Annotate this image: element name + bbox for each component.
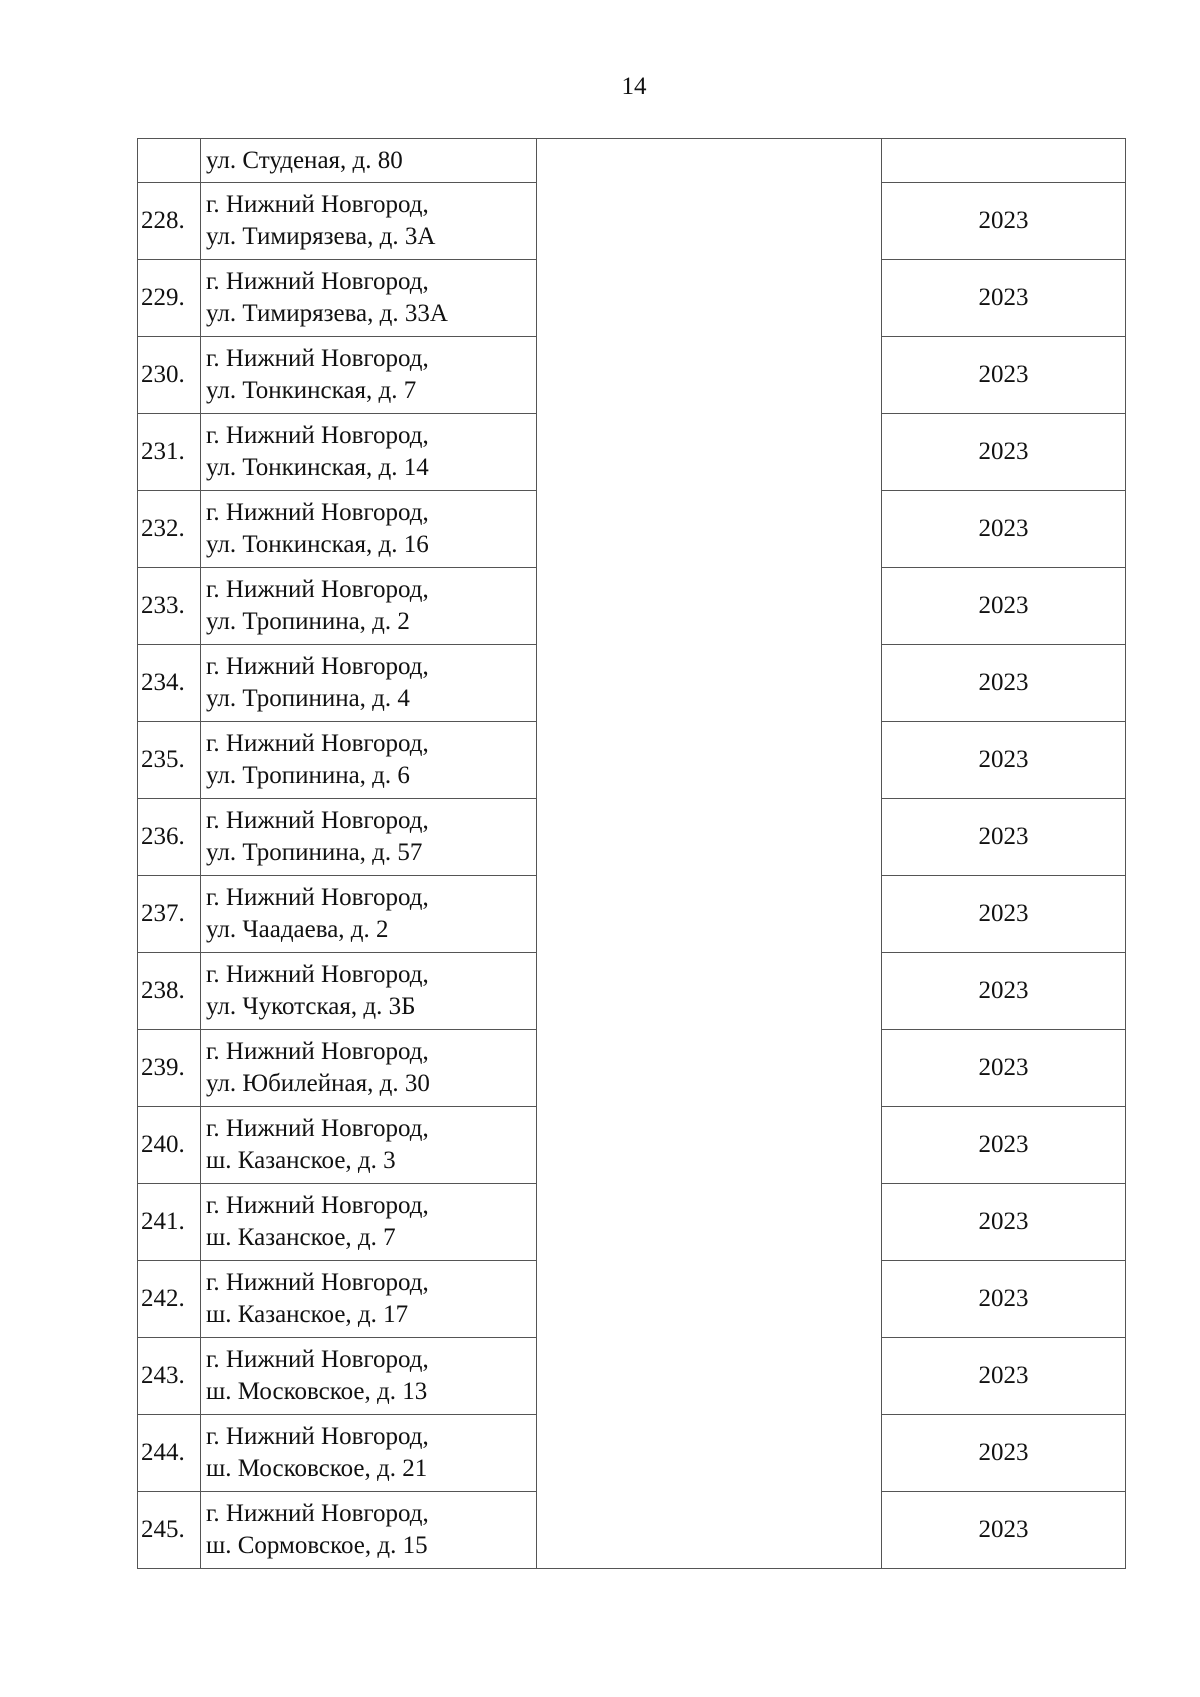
address-street: ул. Чукотская, д. 3Б	[206, 993, 416, 1020]
year-cell: 2023	[882, 491, 1126, 568]
address-street: ул. Чаадаева, д. 2	[206, 916, 389, 943]
address-cell	[201, 876, 537, 953]
row-number-cell: 232.	[138, 491, 201, 568]
address-street: ул. Тропинина, д. 6	[206, 762, 410, 789]
year-cell: 2023	[882, 1492, 1126, 1569]
row-number-cell: 237.	[138, 876, 201, 953]
address-city: г. Нижний Новгород,	[206, 653, 429, 680]
address-cell	[201, 183, 537, 260]
table-row-continued	[138, 139, 1126, 183]
address-cell	[201, 139, 537, 183]
address-street: ул. Юбилейная, д. 30	[206, 1070, 430, 1097]
address-cell	[201, 1415, 537, 1492]
row-number-cell: 242.	[138, 1261, 201, 1338]
address-city: г. Нижний Новгород,	[206, 191, 429, 218]
year-cell: 2023	[882, 953, 1126, 1030]
year-cell: 2023	[882, 337, 1126, 414]
address-cell	[201, 1492, 537, 1569]
merged-empty-cell	[537, 139, 882, 1569]
row-number-cell: 230.	[138, 337, 201, 414]
address-street: ш. Казанское, д. 17	[206, 1301, 409, 1328]
year-cell	[882, 139, 1126, 183]
address-cell	[201, 645, 537, 722]
address-cell	[201, 953, 537, 1030]
address-cell	[201, 1184, 537, 1261]
row-number-cell: 234.	[138, 645, 201, 722]
address-city: г. Нижний Новгород,	[206, 1423, 429, 1450]
year-cell: 2023	[882, 799, 1126, 876]
row-number-cell: 231.	[138, 414, 201, 491]
address-cell	[201, 414, 537, 491]
address-city: г. Нижний Новгород,	[206, 422, 429, 449]
address-street: ул. Тимирязева, д. 33А	[206, 300, 448, 327]
year-cell: 2023	[882, 876, 1126, 953]
address-city: г. Нижний Новгород,	[206, 1192, 429, 1219]
address-street: ул. Тонкинская, д. 7	[206, 377, 417, 404]
address-street: ул. Тонкинская, д. 14	[206, 454, 429, 481]
address-cell	[201, 1261, 537, 1338]
address-cell	[201, 799, 537, 876]
year-cell: 2023	[882, 1338, 1126, 1415]
address-street: ш. Сормовское, д. 15	[206, 1532, 428, 1559]
address-cell	[201, 491, 537, 568]
row-number-cell: 244.	[138, 1415, 201, 1492]
year-cell: 2023	[882, 1107, 1126, 1184]
row-number-cell	[138, 139, 201, 183]
address-city: г. Нижний Новгород,	[206, 1346, 429, 1373]
address-city: г. Нижний Новгород,	[206, 807, 429, 834]
address-city: г. Нижний Новгород,	[206, 884, 429, 911]
address-street: ш. Московское, д. 21	[206, 1455, 428, 1482]
page-number: 14	[621, 73, 647, 100]
address-cell	[201, 568, 537, 645]
address-street: ш. Казанское, д. 3	[206, 1147, 396, 1174]
row-number-cell: 228.	[138, 183, 201, 260]
table-body	[138, 139, 1126, 1569]
year-cell: 2023	[882, 1184, 1126, 1261]
year-cell: 2023	[882, 1415, 1126, 1492]
address-street: ул. Тропинина, д. 57	[206, 839, 423, 866]
row-number-cell: 241.	[138, 1184, 201, 1261]
address-street: ш. Московское, д. 13	[206, 1378, 428, 1405]
address-city: г. Нижний Новгород,	[206, 576, 429, 603]
address-city: г. Нижний Новгород,	[206, 1500, 429, 1527]
address-table	[137, 138, 1126, 1569]
address-city: г. Нижний Новгород,	[206, 1269, 429, 1296]
row-number-cell: 236.	[138, 799, 201, 876]
year-cell: 2023	[882, 568, 1126, 645]
row-number-cell: 243.	[138, 1338, 201, 1415]
year-cell: 2023	[882, 1261, 1126, 1338]
address-city: г. Нижний Новгород,	[206, 345, 429, 372]
year-cell: 2023	[882, 722, 1126, 799]
row-number-cell: 235.	[138, 722, 201, 799]
address-cell	[201, 1107, 537, 1184]
address-city: г. Нижний Новгород,	[206, 1115, 429, 1142]
row-number-cell: 238.	[138, 953, 201, 1030]
address-street: ул. Тимирязева, д. 3А	[206, 223, 436, 250]
year-cell: 2023	[882, 183, 1126, 260]
address-cell	[201, 260, 537, 337]
year-cell: 2023	[882, 645, 1126, 722]
address-city: г. Нижний Новгород,	[206, 499, 429, 526]
row-number-cell: 233.	[138, 568, 201, 645]
address-city: г. Нижний Новгород,	[206, 268, 429, 295]
address-cell	[201, 1030, 537, 1107]
row-number-cell: 240.	[138, 1107, 201, 1184]
address-street: ул. Тонкинская, д. 16	[206, 531, 429, 558]
year-cell: 2023	[882, 260, 1126, 337]
address-street: ул. Тропинина, д. 4	[206, 685, 410, 712]
row-number-cell: 229.	[138, 260, 201, 337]
year-cell: 2023	[882, 414, 1126, 491]
address-cell	[201, 1338, 537, 1415]
address-street: ш. Казанское, д. 7	[206, 1224, 396, 1251]
address-street: ул. Тропинина, д. 2	[206, 608, 410, 635]
address-cell	[201, 722, 537, 799]
address-city: г. Нижний Новгород,	[206, 730, 429, 757]
address-city: г. Нижний Новгород,	[206, 961, 429, 988]
year-cell: 2023	[882, 1030, 1126, 1107]
address-cell	[201, 337, 537, 414]
address-city: г. Нижний Новгород,	[206, 1038, 429, 1065]
row-number-cell: 245.	[138, 1492, 201, 1569]
row-number-cell: 239.	[138, 1030, 201, 1107]
address-street: ул. Студеная, д. 80	[206, 146, 403, 174]
